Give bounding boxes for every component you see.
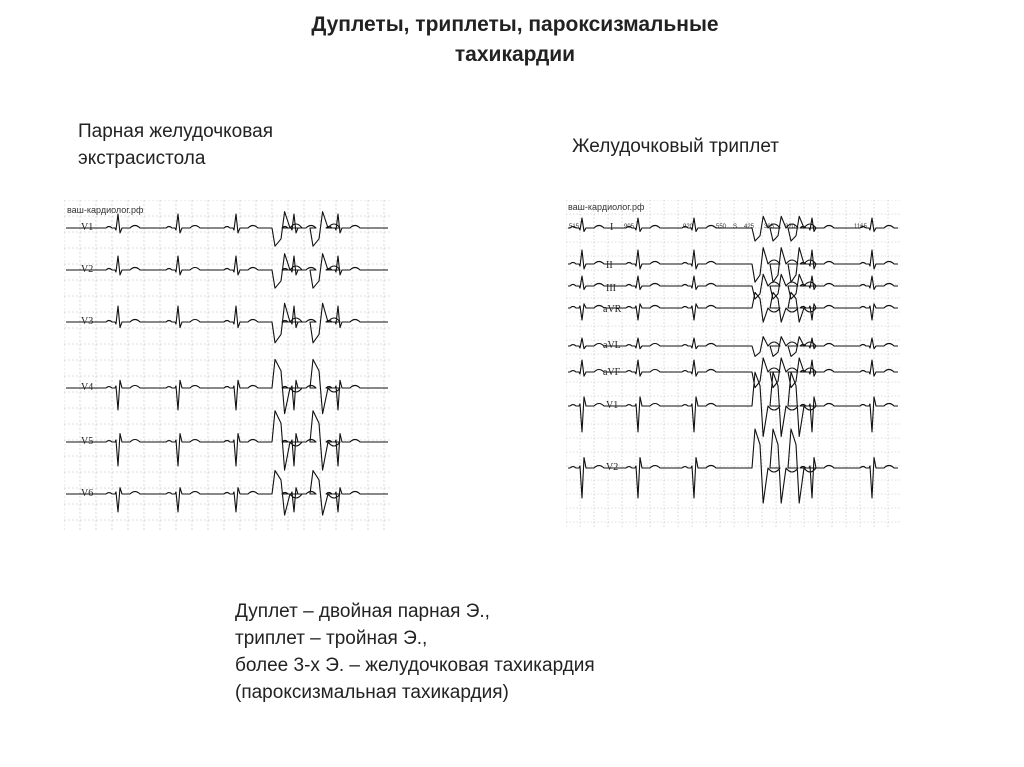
slide-title-line-1: Дуплеты, триплеты, пароксизмальные: [311, 13, 719, 36]
interval-label: 1165: [854, 224, 867, 230]
right-watermark: ваш-кардиолог.рф: [568, 202, 645, 212]
lead-label-v6: V6: [81, 488, 94, 499]
ecg-ventricular-triplet-image: [566, 200, 900, 528]
explanation-text: [235, 598, 855, 706]
lead-label-v1: V1: [606, 400, 619, 411]
right-panel-caption: [572, 133, 779, 160]
lead-label-i: I: [610, 222, 614, 233]
slide-title: [170, 10, 860, 70]
lead-label-avr: aVR: [603, 304, 622, 315]
explanation-line-3: более 3-х Э. – желудочковая тахикардия: [235, 655, 595, 676]
lead-label-iii: III: [606, 283, 616, 294]
ecg-right-lead-labels: [603, 222, 622, 473]
left-caption-line-2: экстрасистола: [78, 148, 206, 169]
interval-label: 515: [569, 224, 580, 230]
lead-label-avf: aVF: [603, 367, 621, 378]
ecg-left-grid: [64, 200, 390, 530]
ecg-right-interval-labels: [569, 224, 868, 230]
right-caption-text: Желудочковый триплет: [572, 136, 779, 157]
ecg-right-traces: [568, 216, 898, 503]
explanation-line-4: (пароксизмальная тахикардия): [235, 682, 509, 703]
interval-label: S: [733, 224, 738, 230]
lead-label-v3: V3: [81, 316, 94, 327]
lead-label-v4: V4: [81, 382, 94, 393]
ecg-right-grid: [566, 200, 900, 528]
ecg-left-lead-labels: [81, 222, 93, 499]
explanation-line-1: Дуплет – двойная парная Э.,: [235, 601, 490, 622]
interval-label: 905: [624, 224, 635, 230]
interval-label: 385: [764, 224, 775, 230]
ecg-right-svg: [566, 200, 900, 528]
interval-label: 425: [744, 224, 755, 230]
left-watermark: ваш-кардиолог.рф: [67, 205, 144, 215]
interval-label: 550: [716, 224, 727, 230]
lead-label-ii: II: [606, 260, 613, 271]
left-panel-caption: [78, 118, 273, 172]
lead-label-v2: V2: [606, 462, 619, 473]
ecg-left-traces: [66, 212, 388, 515]
lead-label-v5: V5: [81, 436, 94, 447]
ecg-left-svg: [64, 200, 390, 530]
interval-label: 920: [683, 224, 694, 230]
lead-label-v1: V1: [81, 222, 94, 233]
interval-label: 320: [785, 224, 796, 230]
slide-title-line-2: тахикардии: [454, 43, 576, 66]
ecg-paired-extrasystole-image: [64, 200, 390, 530]
lead-label-v2: V2: [81, 264, 94, 275]
explanation-line-2: триплет – тройная Э.,: [235, 628, 428, 649]
lead-label-avl: aVL: [603, 340, 621, 351]
left-caption-line-1: Парная желудочковая: [78, 121, 273, 142]
